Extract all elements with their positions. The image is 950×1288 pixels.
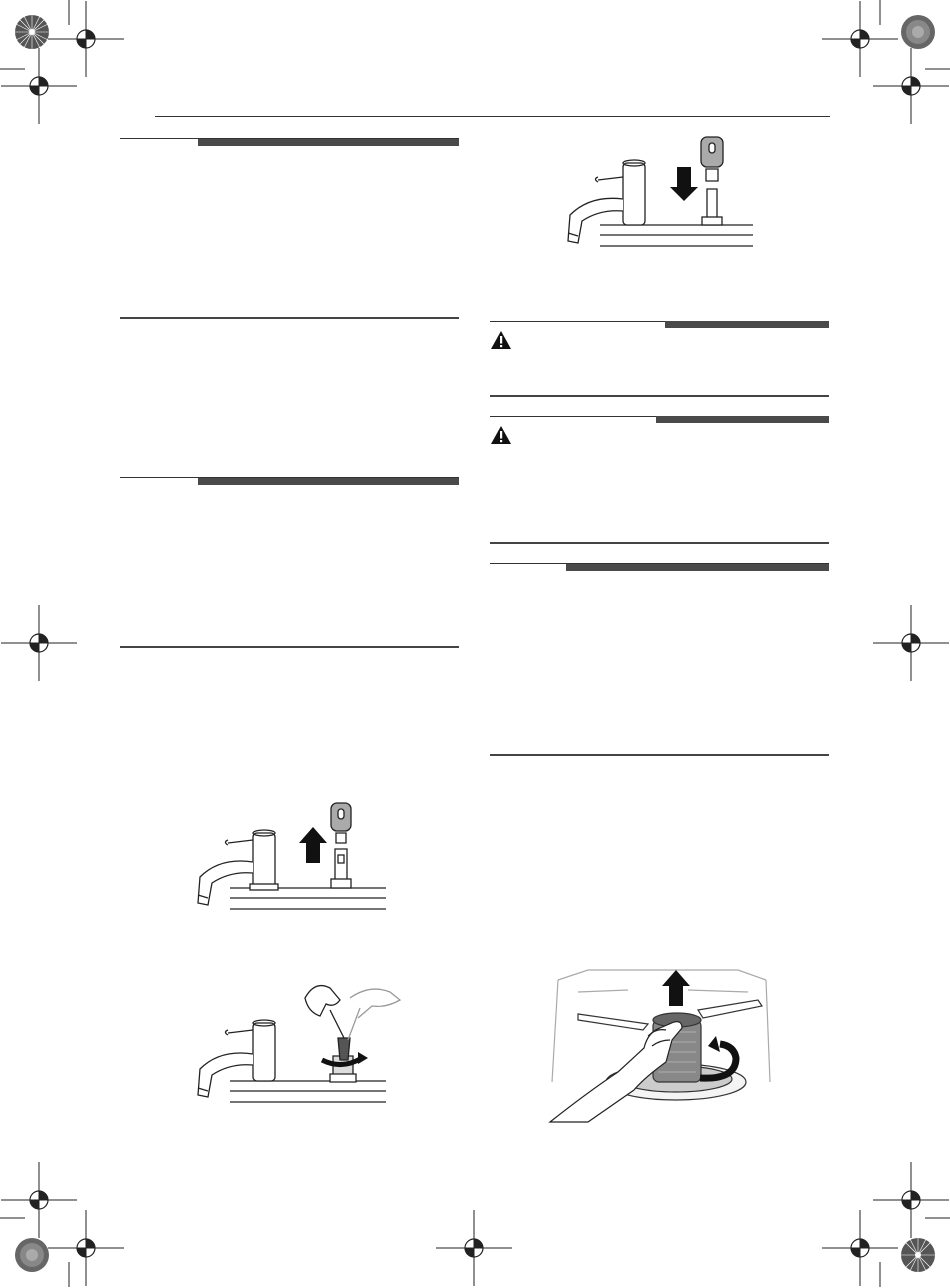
- registration-mark-icon: [0, 603, 79, 683]
- dishwasher-filter-removal-illustration: [548, 962, 773, 1127]
- registration-mark-icon: [871, 603, 950, 683]
- header-rule: [155, 116, 830, 117]
- faucet-cap-lift-illustration: [190, 795, 390, 917]
- faucet-brush-clean-illustration: [190, 978, 405, 1108]
- registration-mark-icon: [0, 46, 79, 126]
- color-wheel-icon: [900, 1237, 936, 1273]
- warning-triangle-icon: [490, 330, 512, 350]
- registration-mark-icon: [46, 1208, 126, 1288]
- registration-mark-icon: [434, 1208, 514, 1288]
- warning-triangle-icon: [490, 425, 512, 445]
- faucet-cap-insert-illustration: [560, 135, 760, 253]
- warning-heading-bar: [665, 321, 829, 328]
- section-heading-bar: [566, 564, 829, 571]
- section-heading-bar: [198, 139, 459, 146]
- registration-mark-icon: [820, 1208, 900, 1288]
- color-wheel-icon: [14, 1237, 50, 1273]
- caution-heading-bar: [656, 416, 829, 423]
- section-heading-bar: [198, 478, 459, 485]
- color-wheel-icon: [900, 14, 936, 50]
- section-rule: [120, 646, 459, 648]
- caution-end-rule: [490, 542, 829, 544]
- section-rule: [120, 317, 459, 319]
- section-rule: [490, 754, 829, 756]
- registration-mark-icon: [871, 46, 950, 126]
- warning-end-rule: [490, 395, 829, 397]
- color-wheel-icon: [14, 14, 50, 50]
